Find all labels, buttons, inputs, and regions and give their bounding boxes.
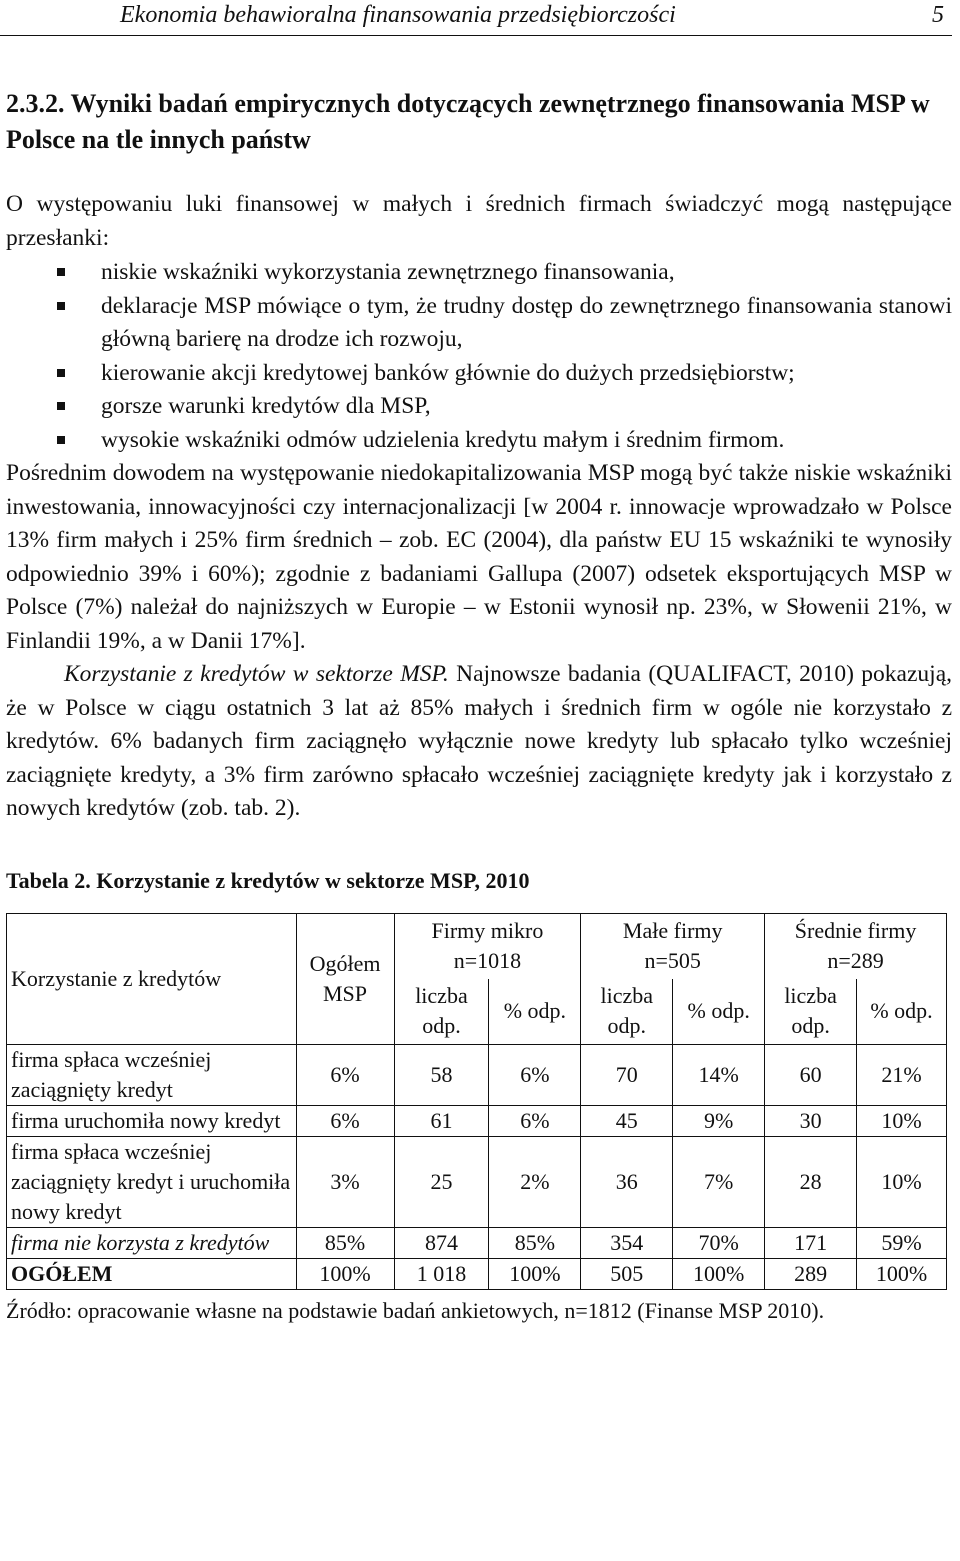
cell-total: 85% xyxy=(296,1227,394,1258)
list-item: niskie wskaźniki wykorzystania zewnętrznego finansowania, xyxy=(6,256,952,290)
table-row xyxy=(7,1136,947,1227)
table-cell: 85% xyxy=(489,1227,581,1258)
table-cell: 2% xyxy=(489,1136,581,1227)
paragraph-credit-usage xyxy=(6,658,952,826)
section-heading: 2.3.2. Wyniki badań empirycznych dotyczących zewnętrznego finansowania MSP w Polsce na tle innych państw xyxy=(6,89,930,154)
main-content xyxy=(6,86,952,1326)
table-title: Tabela 2. Korzystanie z kredytów w sektorze MSP, 2010 xyxy=(6,867,530,893)
cell-total: 3% xyxy=(296,1136,394,1227)
table-cell: 70 xyxy=(581,1044,673,1105)
bullet-square-icon xyxy=(57,402,65,410)
credit-usage-table xyxy=(6,913,947,1290)
list-item: wysokie wskaźniki odmów udzielenia kredytu małym i średnim firmom. xyxy=(6,424,952,458)
table-cell: 354 xyxy=(581,1227,673,1258)
cell-total: 6% xyxy=(296,1105,394,1136)
table-source-note: Źródło: opracowanie własne na podstawie badań ankietowych, n=1812 (Finanse MSP 2010). xyxy=(6,1297,825,1323)
table-cell: 28 xyxy=(765,1136,857,1227)
running-header xyxy=(0,0,952,36)
table-cell: 10% xyxy=(857,1136,947,1227)
column-header-micro: Firmy mikro n=1018 xyxy=(394,913,581,979)
table-cell: 7% xyxy=(673,1136,765,1227)
subheader-count: liczba odp. xyxy=(765,979,857,1045)
table-cell: 6% xyxy=(489,1105,581,1136)
table-cell: 59% xyxy=(857,1227,947,1258)
premises-list xyxy=(6,256,952,457)
table-cell: 60 xyxy=(765,1044,857,1105)
table-cell: 1 018 xyxy=(394,1258,489,1289)
table-cell: 100% xyxy=(489,1258,581,1289)
subheader-percent: % odp. xyxy=(857,979,947,1045)
table-row xyxy=(7,1044,947,1105)
table-cell: 25 xyxy=(394,1136,489,1227)
bullet-square-icon xyxy=(57,369,65,377)
list-item: kierowanie akcji kredytowej banków głównie do dużych przedsiębiorstw; xyxy=(6,357,952,391)
table-cell: 874 xyxy=(394,1227,489,1258)
table-cell: 21% xyxy=(857,1044,947,1105)
column-header-usage: Korzystanie z kredytów xyxy=(7,913,297,1044)
table-cell: 505 xyxy=(581,1258,673,1289)
table-cell: 36 xyxy=(581,1136,673,1227)
table-cell: 171 xyxy=(765,1227,857,1258)
table-row xyxy=(7,1105,947,1136)
table-cell: 61 xyxy=(394,1105,489,1136)
table-cell: 58 xyxy=(394,1044,489,1105)
intro-paragraph: O występowaniu luki finansowej w małych i średnich firmach świadczyć mogą następujące przesłanki: xyxy=(6,191,952,251)
table-cell: 6% xyxy=(489,1044,581,1105)
subheader-percent: % odp. xyxy=(673,979,765,1045)
subheader-percent: % odp. xyxy=(489,979,581,1045)
page-number: 5 xyxy=(932,2,944,28)
column-header-small: Małe firmy n=505 xyxy=(581,913,765,979)
bullet-square-icon xyxy=(57,302,65,310)
table-cell: 10% xyxy=(857,1105,947,1136)
table-cell: 30 xyxy=(765,1105,857,1136)
row-label: firma uruchomiła nowy kredyt xyxy=(7,1105,297,1136)
paragraph-lead-italic: Korzystanie z kredytów w sektorze MSP. xyxy=(64,661,449,687)
header-title: Ekonomia behawioralna finansowania przedsiębiorczości xyxy=(120,2,676,28)
table-cell: 70% xyxy=(673,1227,765,1258)
table-cell: 100% xyxy=(673,1258,765,1289)
row-label-total: OGÓŁEM xyxy=(7,1258,297,1289)
list-item: gorsze warunki kredytów dla MSP, xyxy=(6,390,952,424)
table-total-row xyxy=(7,1258,947,1289)
bullet-square-icon xyxy=(57,436,65,444)
paragraph-undercapitalization: Pośrednim dowodem na występowanie niedokapitalizowania MSP mogą być także niskie wskaźniki inwestowania, innowacyjności czy internacjonalizacji [w 2004 r. innowacje wprowadzało w Polsce 13% firm małych i 25% firm średnich – zob. EC (2004), dla państw EU 15 wskaźniki te wynosiły odpowiednio 39% i 60%); zgodnie z badaniami Gallupa (2007) odsetek eksportujących MSP w Polsce (7%) należał do najniższych w Europie – w Estonii wynosił np. 23%, w Słowenii 21%, w Finlandii 19%, a w Danii 17%]. xyxy=(6,460,952,654)
table-cell: 100% xyxy=(857,1258,947,1289)
column-header-medium: Średnie firmy n=289 xyxy=(765,913,947,979)
table-header-row xyxy=(7,913,947,979)
cell-total: 100% xyxy=(296,1258,394,1289)
row-label: firma spłaca wcześniej zaciągnięty kredyt xyxy=(7,1044,297,1105)
subheader-count: liczba odp. xyxy=(581,979,673,1045)
table-row xyxy=(7,1227,947,1258)
bullet-square-icon xyxy=(57,268,65,276)
table-cell: 14% xyxy=(673,1044,765,1105)
row-label: firma nie korzysta z kredytów xyxy=(7,1227,297,1258)
subheader-count: liczba odp. xyxy=(394,979,489,1045)
column-header-total: Ogółem MSP xyxy=(296,913,394,1044)
paragraph-body: Najnowsze badania (QUALIFACT, 2010) pokazują, że w Polsce w ciągu ostatnich 3 lat aż 85% małych i średnich firm w ogóle nie korzystało z kredytów. 6% badanych firm zaciągnęło wyłącznie nowe kredyty lub spłacało tylko wcześniej zaciągnięte kredyty, a 3% firm zarówno spłacało wcześniej zaciągnięte kredyty jak i korzystało z nowych kredytów (zob. tab. 2). xyxy=(6,661,952,821)
table-cell: 45 xyxy=(581,1105,673,1136)
row-label: firma spłaca wcześniej zaciągnięty kredyt i uruchomiła nowy kredyt xyxy=(7,1136,297,1227)
cell-total: 6% xyxy=(296,1044,394,1105)
list-item: deklaracje MSP mówiące o tym, że trudny dostęp do zewnętrznego finansowania stanowi główną barierę na drodze ich rozwoju, xyxy=(6,290,952,357)
table-cell: 9% xyxy=(673,1105,765,1136)
table-cell: 289 xyxy=(765,1258,857,1289)
